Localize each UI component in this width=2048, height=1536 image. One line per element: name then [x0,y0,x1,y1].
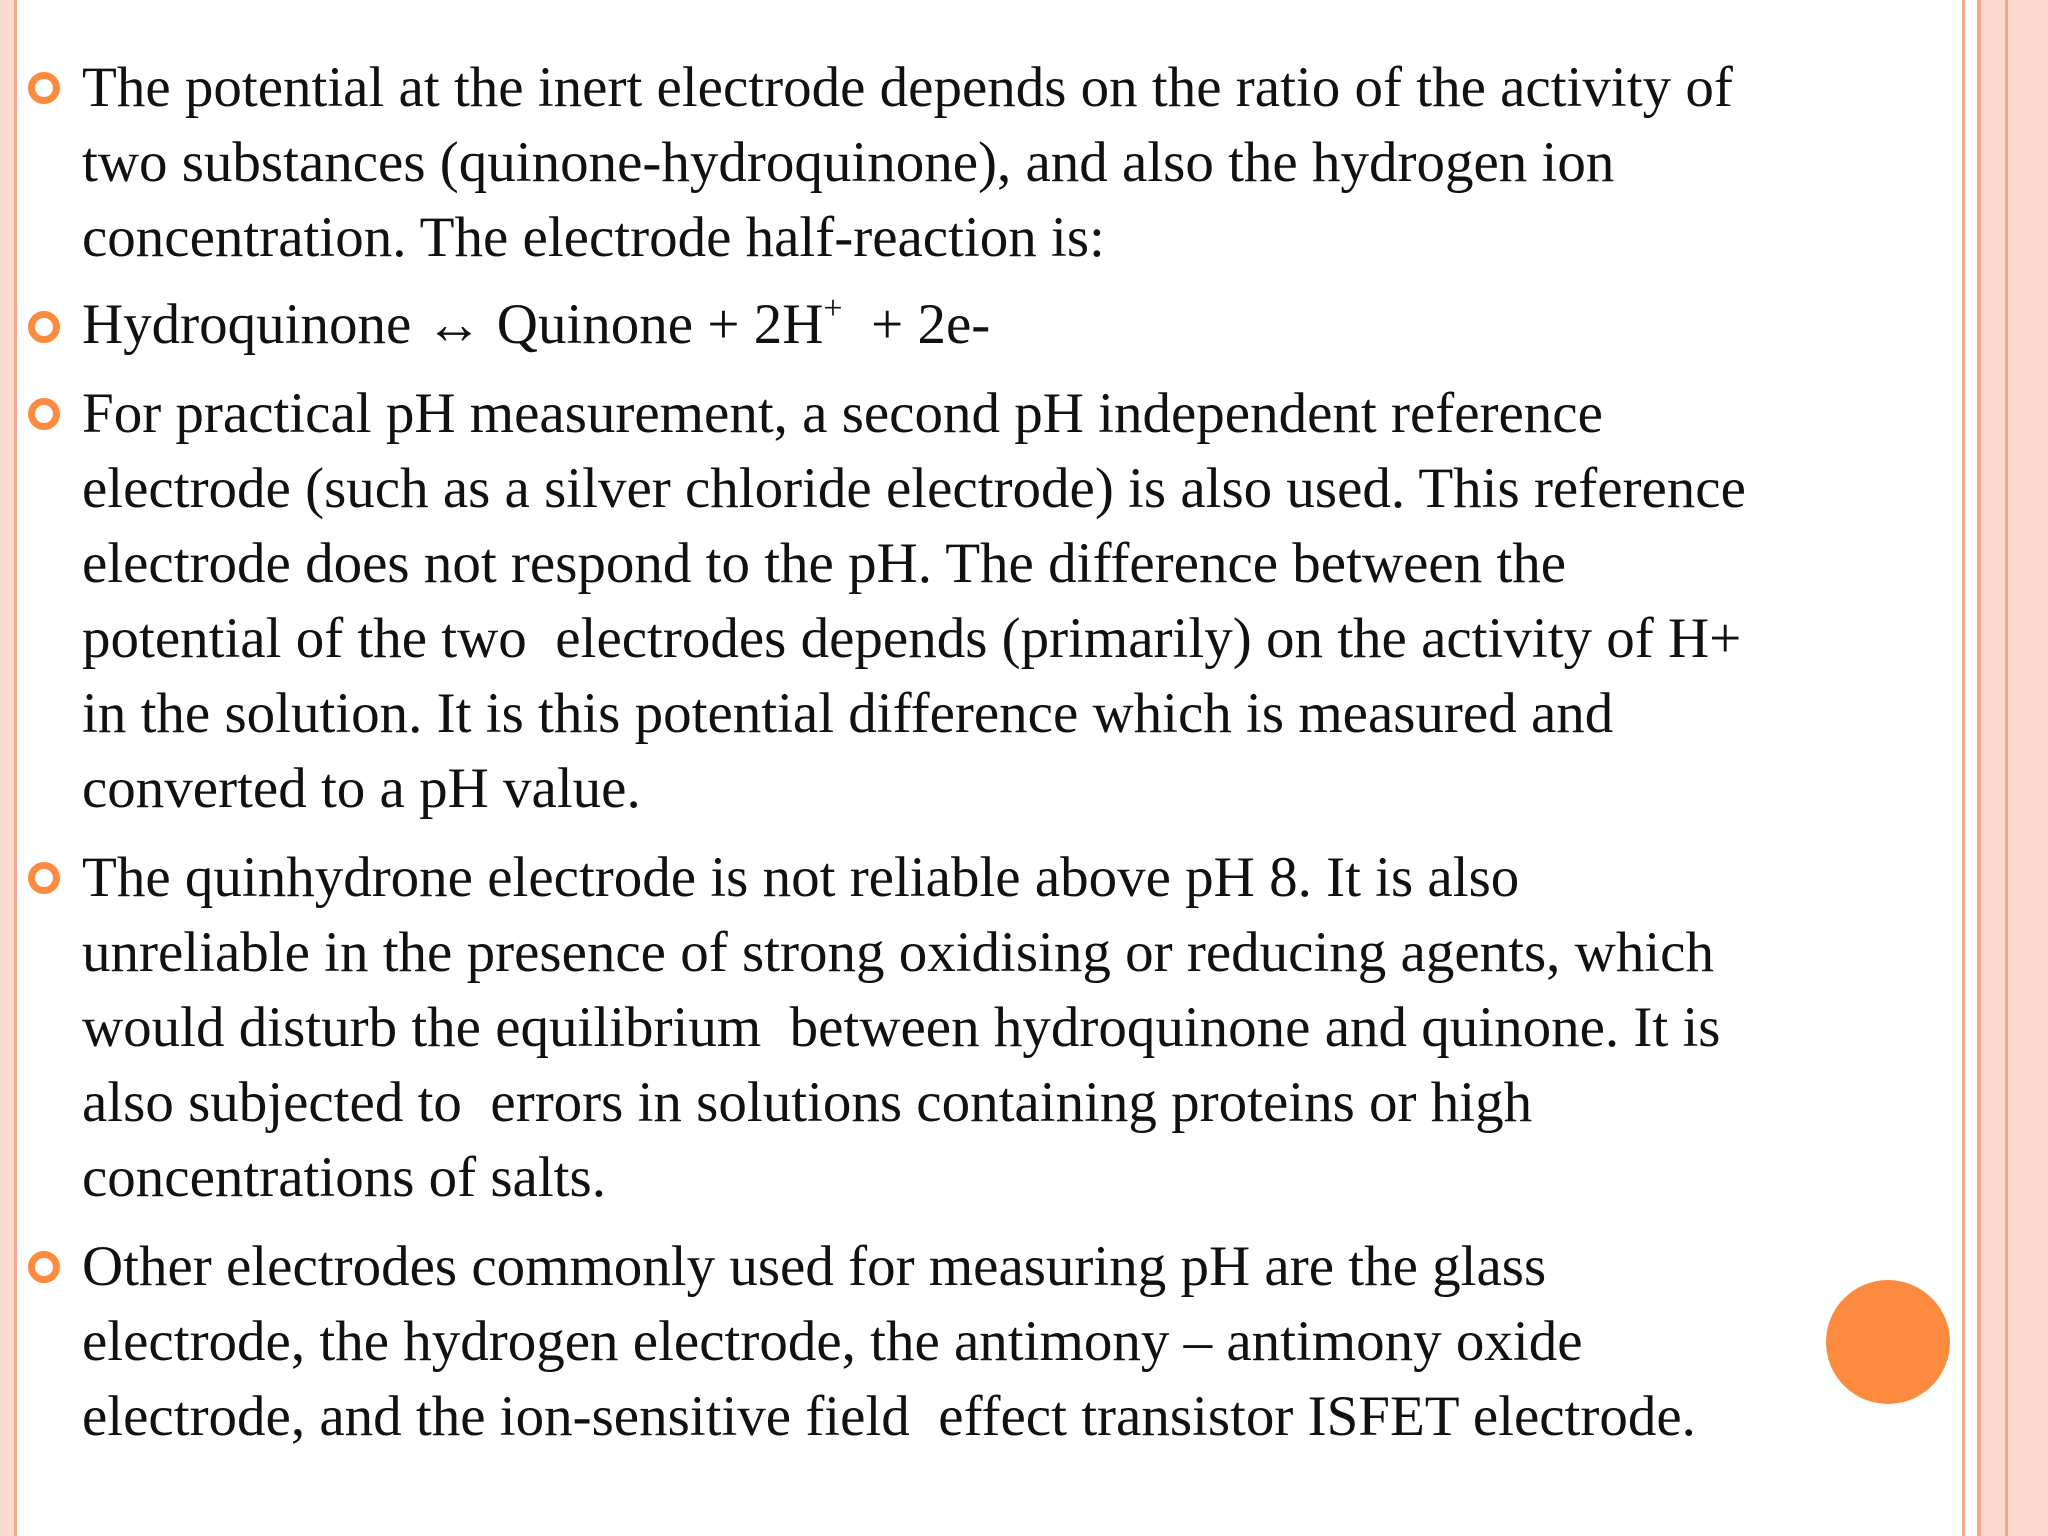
bullet-line: electrode, the hydrogen electrode, the antimony – antimony oxide [82,1310,1583,1373]
bullet-ring-icon [28,398,60,430]
bullet-item [28,376,1928,826]
bullet-item-equation [28,287,1928,362]
bullet-line: electrode (such as a silver chloride electrode) is also used. This reference [82,457,1746,520]
bullet-line: concentration. The electrode half-reaction is: [82,206,1105,269]
half-reaction-equation [82,287,1928,362]
right-border-gap [1965,0,1977,1536]
bullet-item [28,50,1928,275]
bullet-line: converted to a pH value. [82,757,641,820]
bullet-line: For practical pH measurement, a second pH independent reference [82,382,1603,445]
right-border-line-outer [2005,0,2008,1536]
bullet-ring-icon [28,862,60,894]
bullet-line: would disturb the equilibrium between hydroquinone and quinone. It is [82,996,1721,1059]
bullet-line: electrode does not respond to the pH. The difference between the [82,532,1567,595]
bullet-ring-icon [28,72,60,104]
equation-left: Hydroquinone ↔ Quinone + 2H [82,293,824,356]
bullet-line: electrode, and the ion-sensitive field effect transistor ISFET electrode. [82,1385,1696,1448]
equation-right: + 2e- [842,293,991,356]
bullet-line: The potential at the inert electrode depends on the ratio of the activity of [82,56,1733,119]
bullet-line: The quinhydrone electrode is not reliable above pH 8. It is also [82,846,1520,909]
right-border-band [1981,0,2048,1536]
bullet-line: unreliable in the presence of strong oxidising or reducing agents, which [82,921,1714,984]
bullet-line: concentrations of salts. [82,1146,606,1209]
bullet-line: also subjected to errors in solutions containing proteins or high [82,1071,1533,1134]
bullet-item [28,1229,1928,1454]
bullet-ring-icon [28,311,60,343]
bullet-ring-icon [28,1251,60,1283]
bullet-line: two substances (quinone-hydroquinone), and also the hydrogen ion [82,131,1615,194]
slide-content [28,50,1928,1468]
left-border-line [14,0,17,1536]
bullet-item [28,840,1928,1215]
bullet-line: in the solution. It is this potential difference which is measured and [82,682,1614,745]
bullet-line: Other electrodes commonly used for measuring pH are the glass [82,1235,1547,1298]
left-border-band [0,0,14,1536]
bullet-line: potential of the two electrodes depends (primarily) on the activity of H+ [82,607,1742,670]
equation-superscript: + [823,290,843,327]
